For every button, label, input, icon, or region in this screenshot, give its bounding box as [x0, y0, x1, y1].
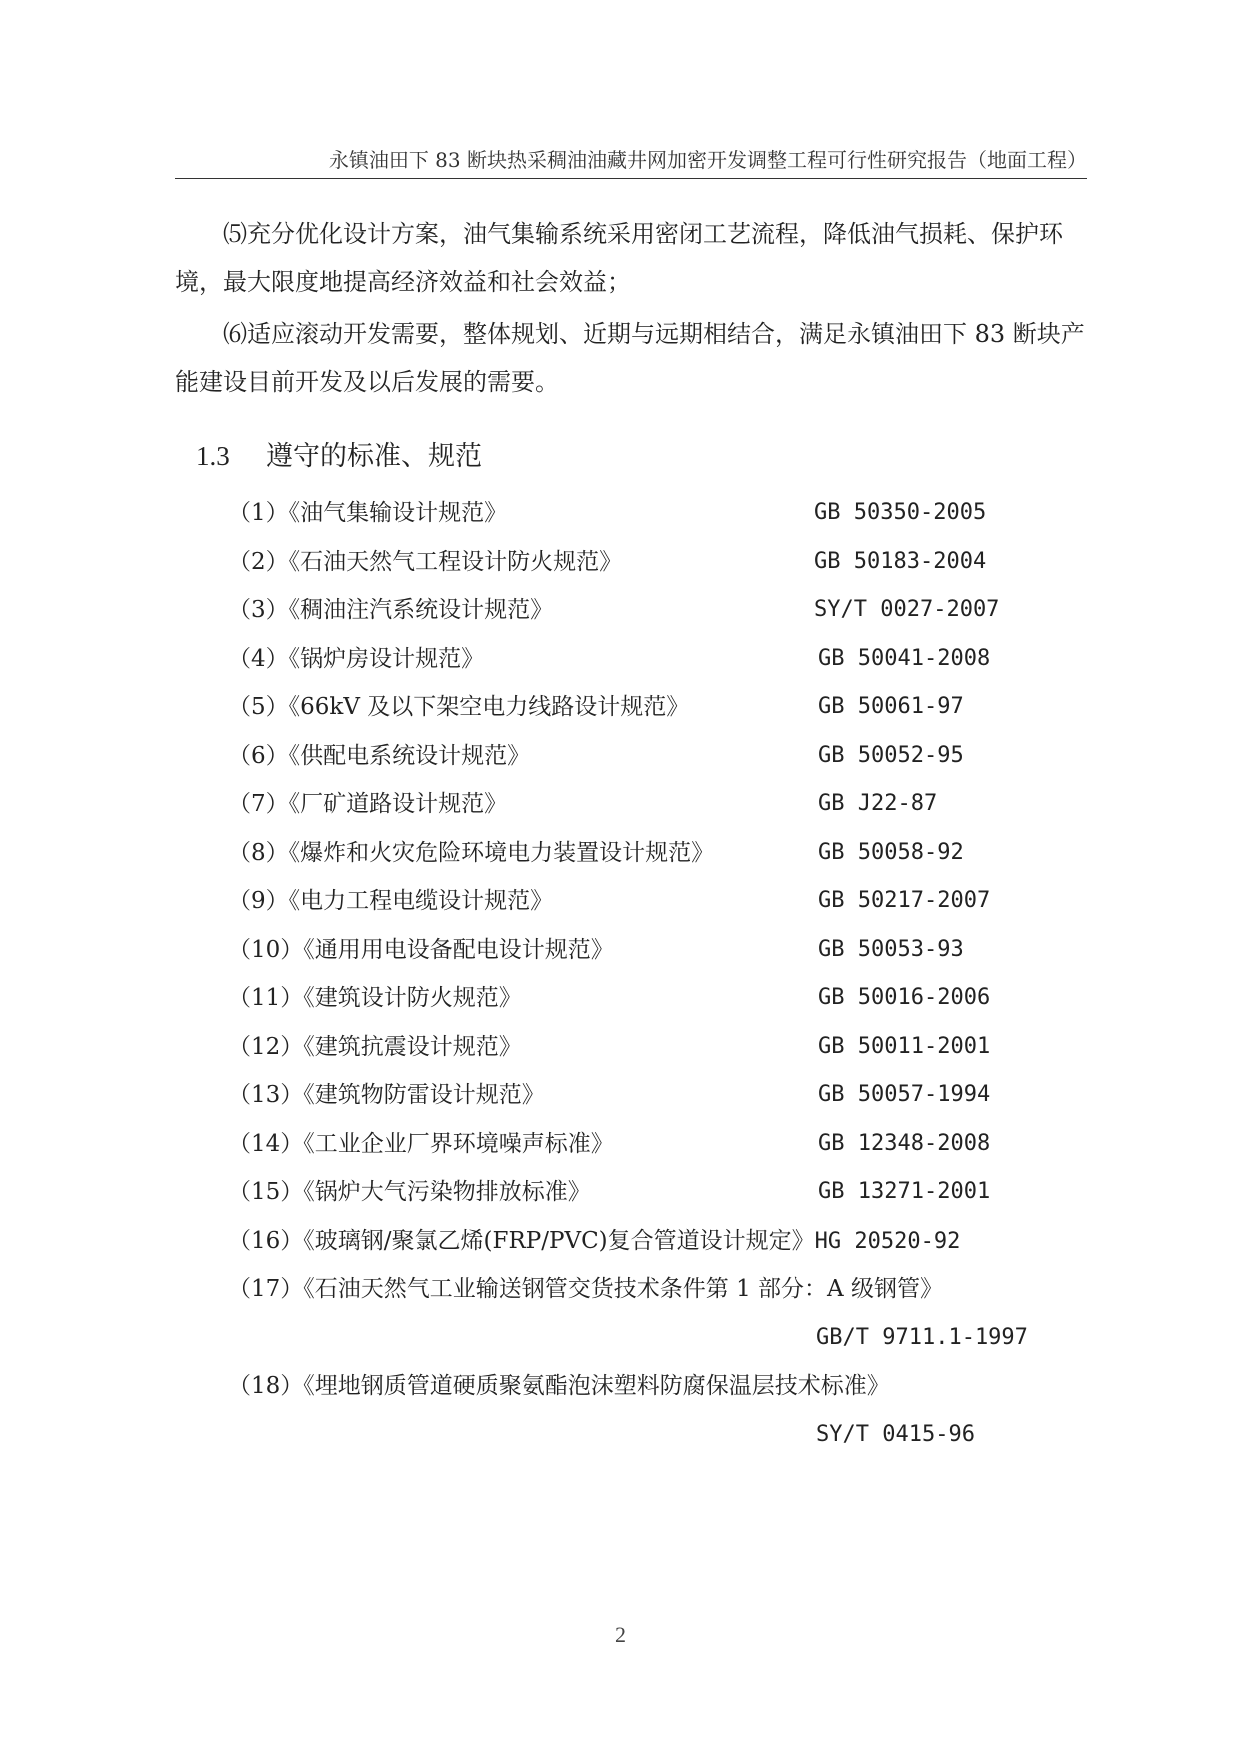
standard-code: GB 50057-1994 [818, 1082, 991, 1107]
standard-code: GB 50350-2005 [814, 500, 987, 525]
standard-code: GB 50058-92 [818, 839, 964, 865]
standard-title: （2）《石油天然气工程设计防火规范》 [228, 548, 623, 575]
standard-item [228, 1168, 1088, 1217]
standard-code: GB 50041-2008 [818, 645, 991, 671]
standard-title: （18）《埋地钢质管道硬质聚氨酯泡沫塑料防腐保温层技术标准》 [228, 1373, 890, 1399]
standard-title: （13）《建筑物防雷设计规范》 [228, 1082, 545, 1108]
standard-item [228, 538, 1088, 587]
standard-code: HG 20520-92 [814, 1228, 961, 1254]
standard-item [228, 1071, 1088, 1120]
standard-code: GB 50052-95 [818, 742, 964, 768]
standard-code: SY/T 0027-2007 [814, 597, 1000, 622]
standard-code: GB/T 9711.1-1997 [816, 1324, 1028, 1350]
standard-title: （11）《建筑设计防火规范》 [228, 985, 522, 1011]
page-number: 2 [615, 1622, 626, 1647]
standard-code: GB 50183-2004 [814, 548, 987, 574]
standard-item [228, 1265, 1088, 1362]
standard-item [228, 926, 1088, 975]
standards-list [228, 489, 1088, 1459]
standard-title: （1）《油气集输设计规范》 [228, 500, 508, 526]
standard-title: （6）《供配电系统设计规范》 [228, 742, 531, 769]
standard-item [228, 635, 1088, 684]
standard-title: （8）《爆炸和火灾危险环境电力装置设计规范》 [228, 839, 715, 866]
standard-code: GB 50053-93 [818, 936, 964, 962]
standard-title: （16）《玻璃钢/聚氯乙烯(FRP/PVC)复合管道设计规定》 [228, 1227, 815, 1254]
standard-item [228, 586, 1088, 635]
standard-title: （9）《电力工程电缆设计规范》 [228, 888, 554, 914]
standard-item [228, 1120, 1088, 1169]
standard-item [228, 732, 1088, 781]
standard-code: GB 12348-2008 [818, 1130, 991, 1156]
standard-item [228, 829, 1088, 878]
standard-item [228, 974, 1088, 1023]
standard-item [228, 1362, 1088, 1459]
standard-item [228, 683, 1088, 732]
standard-code: SY/T 0415-96 [816, 1421, 975, 1447]
standard-code: GB 50011-2001 [818, 1033, 991, 1059]
standard-item [228, 780, 1088, 829]
header-title: 永镇油田下 83 断块热采稠油油藏井网加密开发调整工程可行性研究报告（地面工程） [328, 148, 1087, 172]
standard-item [228, 1023, 1088, 1072]
standard-title: （5）《66kV 及以下架空电力线路设计规范》 [228, 694, 690, 720]
standard-title: （3）《稠油注汽系统设计规范》 [228, 597, 554, 623]
standard-title: （17）《石油天然气工业输送钢管交货技术条件第 1 部分：A 级钢管》 [228, 1276, 943, 1302]
standard-title: （7）《厂矿道路设计规范》 [228, 791, 508, 817]
standard-title: （14）《工业企业厂界环境噪声标准》 [228, 1130, 614, 1157]
running-header [175, 146, 1087, 179]
section-number: 1.3 [196, 441, 230, 471]
standard-item [228, 489, 1088, 538]
standard-code: GB 13271-2001 [818, 1179, 991, 1204]
standard-item [228, 877, 1088, 926]
standard-title: （12）《建筑抗震设计规范》 [228, 1033, 522, 1060]
standard-code: GB 50016-2006 [818, 985, 991, 1010]
standard-code: GB 50217-2007 [818, 888, 991, 913]
section-heading [196, 436, 482, 477]
standard-title: （15）《锅炉大气污染物排放标准》 [228, 1179, 591, 1205]
standard-code: GB 50061-97 [818, 694, 964, 719]
paragraph-item-6: ⑹适应滚动开发需要，整体规划、近期与远期相结合，满足永镇油田下 83 断块产能建设目前开发及以后发展的需要。 [175, 320, 1085, 396]
standard-item [228, 1217, 1088, 1266]
standard-title: （4）《锅炉房设计规范》 [228, 645, 485, 672]
section-title: 遵守的标准、规范 [266, 441, 482, 472]
paragraph-item-5: ⑸充分优化设计方案，油气集输系统采用密闭工艺流程，降低油气损耗、保护环境，最大限度地提高经济效益和社会效益； [175, 220, 1063, 296]
standard-code: GB J22-87 [818, 791, 938, 816]
standard-title: （10）《通用用电设备配电设计规范》 [228, 936, 614, 963]
